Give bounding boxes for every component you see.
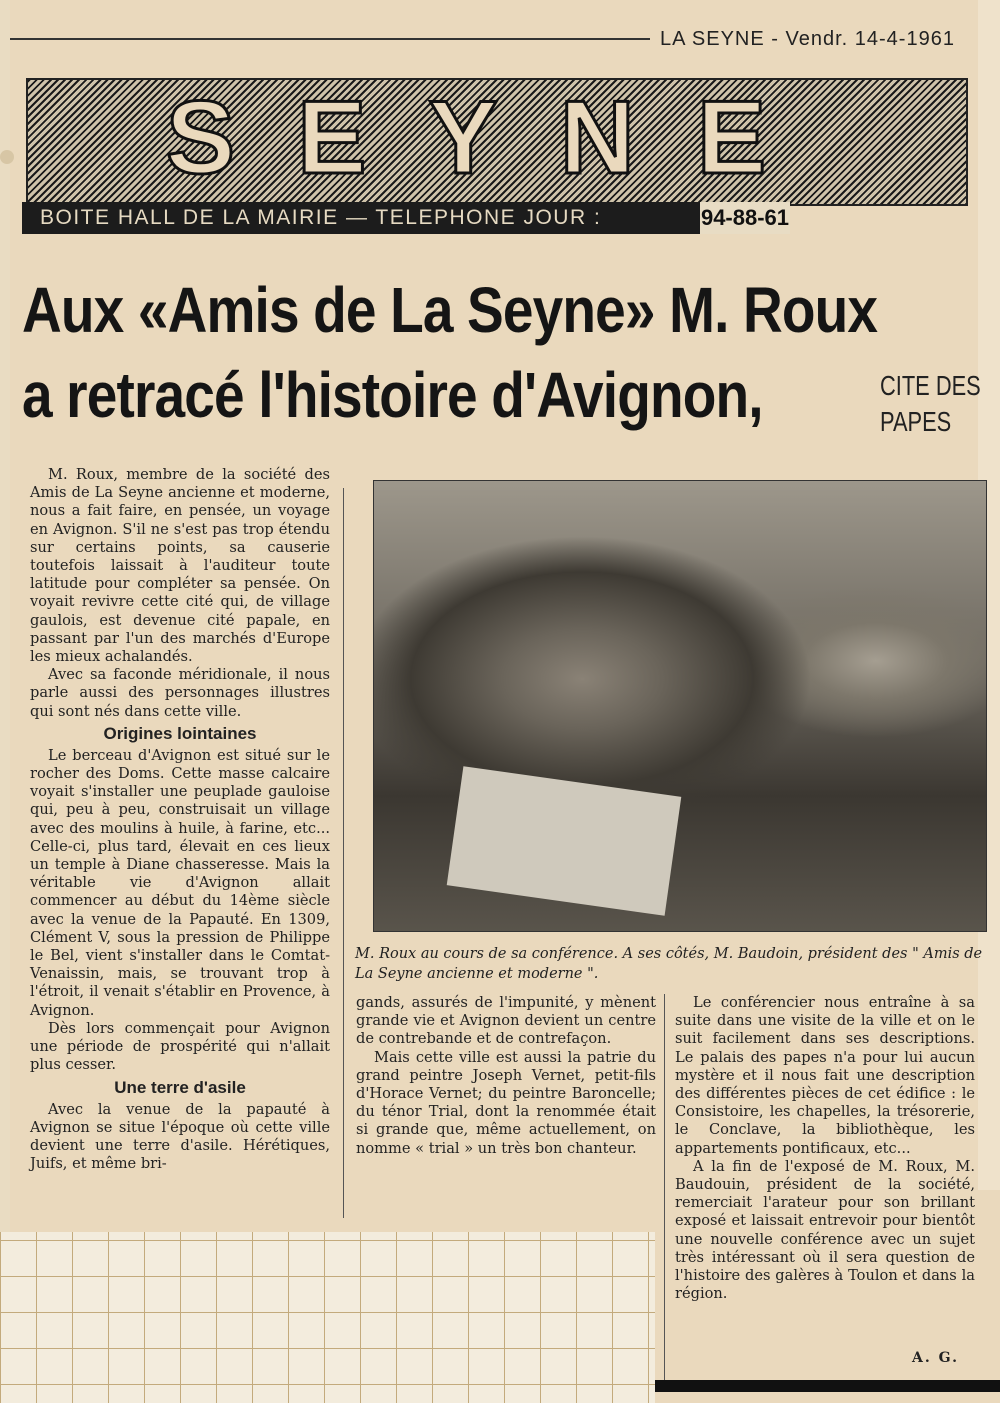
punch-hole: [0, 150, 14, 164]
paragraph: Avec la venue de la papauté à Avignon se situe l'époque où cette ville devient une terre d'asile. Hérétiques, Juifs, et même bri-: [30, 1100, 330, 1173]
headline-line-1: Aux «Amis de La Seyne» M. Roux: [22, 274, 878, 346]
masthead-bar-text: BOITE HALL DE LA MAIRIE — TELEPHONE JOUR :: [40, 206, 602, 229]
column-rule: [664, 994, 665, 1384]
paragraph: Le conférencier nous entraîne à sa suite dans une visite de la ville et on le suit facilement dans ses descriptions. Le palais des papes n'a pour lui aucun mystère et il nous fait une description des différentes pièces de cet édifice : le Consistoire, les chapelles, la trésorerie, le Conclave, la bibliothèque, les appartements pontificaux, etc...: [675, 994, 975, 1157]
side-heading: [880, 368, 981, 440]
article-column-1: [30, 466, 330, 1173]
article-column-3: [675, 994, 975, 1303]
column-rule: [343, 488, 344, 1218]
paragraph: Le berceau d'Avignon est situé sur le rocher des Doms. Cette masse calcaire voyait s'installer une peuplade gauloise qui, peu à peu, construisait un village avec des moulins à huile, à farine, etc... Celle-ci, plus tard, élevait en ces lieux un temple à Diane chasseresse. Mais la véritable vie d'Avignon allait commencer au début du 14ème siècle avec la venue de la Papauté. En 1309, Clément V, sous la pression de Philippe le Bel, vient s'installer dans le Comtat-Venaissin, mais, se trouvant trop à l'étroit, il venait s'établir en Provence, à Avignon.: [30, 746, 330, 1019]
dateline: LA SEYNE - Vendr. 14-4-1961: [660, 28, 955, 50]
masthead-phone: 94-88-61: [700, 202, 790, 234]
photo-paper-sheet: [447, 766, 682, 915]
paragraph: Mais cette ville est aussi la patrie du grand peintre Joseph Vernet, petit-fils d'Horace Vernet; du peintre Baroncelle; du ténor Trial, dont la renommée était si grande que, même actuellement, on nomme « trial » un très bon chanteur.: [356, 1048, 656, 1157]
masthead-title: SEYNE: [165, 80, 829, 196]
paragraph: M. Roux, membre de la société des Amis de La Seyne ancienne et moderne, nous a fait faire, en pensée, un voyage en Avignon. S'il ne s'est pas trop étendu sur certains points, sa causerie toutefois laissait à l'auditeur toute latitude pour compléter sa pensée. On voyait revivre cette cité qui, de village gaulois, est devenue cité papale, en passant par l'un des marchés d'Europe les mieux achalandés.: [30, 466, 330, 666]
headline-line-2: a retracé l'histoire d'Avignon,: [22, 359, 763, 431]
paragraph: Dès lors commençait pour Avignon une période de prospérité qui n'allait plus cesser.: [30, 1019, 330, 1074]
paragraph: A la fin de l'exposé de M. Roux, M. Baudouin, président de la société, remerciait l'arateur pour son brillant exposé et laissait entrevoir pour bientôt une nouvelle conférence avec un sujet très intéressant où il sera question de l'histoire des galères à Toulon et dans la région.: [675, 1157, 975, 1303]
masthead: [26, 78, 968, 206]
article-column-2: [356, 994, 656, 1158]
paragraph: gands, assurés de l'impunité, y mènent grande vie et Avignon devient un centre de contrebande et de contrefaçon.: [356, 994, 656, 1048]
article-photo: [373, 480, 987, 932]
header-rule: [10, 38, 650, 40]
masthead-info-bar: [22, 202, 790, 234]
side-heading-line-2: PAPES: [880, 406, 952, 437]
photo-caption: M. Roux au cours de sa conférence. A ses côtés, M. Baudoin, président des " Amis de La Seyne ancienne et moderne ".: [355, 946, 983, 982]
bottom-rule: [655, 1380, 1000, 1392]
author-signature: A. G.: [912, 1350, 959, 1366]
side-heading-line-1: CITE DES: [880, 370, 981, 401]
subheading: Une terre d'asile: [114, 1077, 246, 1097]
subheading: Origines lointaines: [103, 723, 257, 743]
paragraph: Avec sa faconde méridionale, il nous parle aussi des personnages illustres qui sont nés dans cette ville.: [30, 666, 330, 720]
